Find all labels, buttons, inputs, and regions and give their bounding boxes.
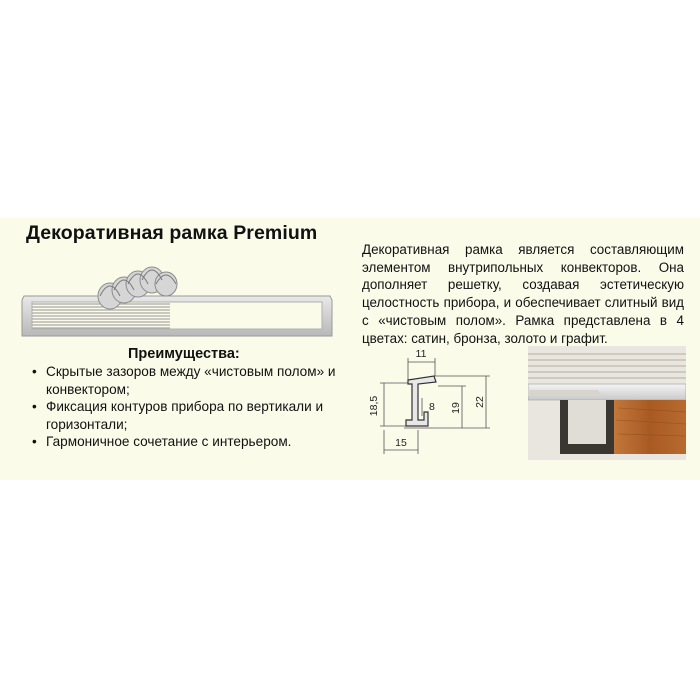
advantage-item: • Гармоничное сочетание с интерьером. [32,433,366,451]
dim-height-19: 19 [450,402,462,414]
advantages-list [32,363,366,451]
advantage-item: • Фиксация контуров прибора по вертикали и горизонтали; [32,398,366,433]
dim-total-height: 22 [474,396,486,408]
advantages-heading: Преимущества: [128,346,240,362]
profile-dimension-drawing [362,346,502,464]
page-title: Декоративная рамка Premium [26,222,318,244]
frame-product-image [20,266,338,338]
installed-frame-photo [528,346,686,460]
dim-top-width: 11 [415,348,427,360]
advantage-item: • Скрытые зазоров между «чистовым полом» и конвектором; [32,363,366,398]
dim-bottom-width: 15 [395,437,407,449]
description-text: Декоративная рамка является составляющим элементом внутрипольных конвекторов. Она дополняет решетку, создавая эстетическую целостность прибора, и обеспечивает слитный вид с «чистовым полом». Рамка представлена в 4 цветах: сатин, бронза, золото и графит. [362,242,684,346]
dim-inner-height: 8 [429,401,435,413]
dim-left-height: 18,5 [368,395,380,417]
